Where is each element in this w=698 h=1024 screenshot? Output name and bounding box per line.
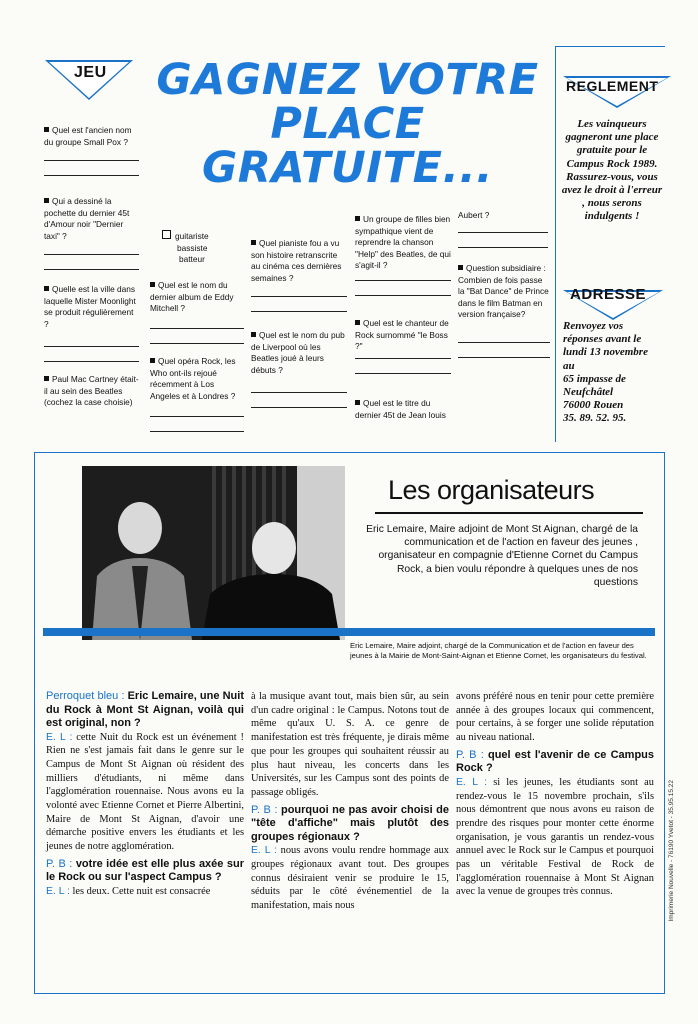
answer-2b: à la musique avant tout, mais bien sûr, au sein d'un cadre original : le Campus. Notons tout de même qu'aux U. S. A. ce genre de manifestation est très fréquente, je dirais même que pour les groupes qui souhaitent réussir au plus haut niveau, les concerts dans les Universités, sur les Campus sont des points de passage obligés.: [251, 691, 449, 798]
question-text: Eric Lemaire, une Nuit du Rock à Mont St Aignan, voilà qui est original, non ?: [46, 690, 244, 729]
headline-line-2: PLACE: [270, 99, 425, 149]
answer-text: nous avons voulu rendre hommage aux groupes régionaux avant tout. Des groupes connus désiraient venir se produire le 15, séduits par le côté événementiel de la manifestation, mais nous: [251, 845, 449, 911]
quiz-question-text: Paul Mac Cartney était-il au sein des Beatles (cochez la case choisie): [44, 374, 139, 407]
quiz-question-9: [355, 214, 451, 272]
question-label: Perroquet bleu :: [46, 690, 125, 702]
headline-line-3: GRATUITE...: [201, 143, 494, 193]
answer-lines-11[interactable]: [458, 218, 548, 248]
answer-lines-8[interactable]: [251, 378, 347, 408]
blue-bar: [43, 628, 655, 636]
question-label: P. B :: [251, 803, 278, 816]
adresse-line: 76000 Rouen: [563, 399, 624, 412]
quiz-question-text: Quel est le titre du dernier 45t de Jean louis: [355, 398, 446, 420]
answer-lines-12[interactable]: [458, 328, 550, 358]
adresse-line: Renvoyez vos: [563, 320, 624, 332]
answer-lines-5[interactable]: [150, 314, 244, 344]
photo-caption: Eric Lemaire, Maire adjoint, chargé de la Communication et de l'action en faveur des jeunes à la Mairie de Mont-Saint-Aignan et Etienne Cornet, les organisateurs du festival.: [350, 641, 647, 660]
quiz-options: [162, 230, 242, 266]
answer-4: [456, 776, 654, 899]
jeu-label: JEU: [74, 64, 107, 81]
quiz-question-6: [150, 356, 244, 402]
adresse-line: au: [563, 359, 575, 372]
answer-lines-9[interactable]: [355, 266, 451, 296]
quiz-question-text: Un groupe de filles bien sympathique vient de reprendre la chanson "Help" des Beatles, de qui s'agit-il ?: [355, 214, 451, 270]
quiz-question-text: Question subsidiaire : Combien de fois passe la "Bat Dance" de Prince dans le film Batman en version française?: [458, 263, 549, 319]
quiz-question-text: Qui a dessiné la pochette du dernier 45t d'Amour noir "Dernier taxi" ?: [44, 196, 130, 241]
quiz-question-11: [355, 398, 451, 421]
adresse-text: [563, 320, 663, 426]
adresse-line: Neufchâtel: [563, 386, 614, 399]
quiz-question-3: [44, 284, 139, 330]
quiz-question-text: Quel est le nom du pub de Liverpool où les Beatles joué à leurs débuts ?: [251, 330, 345, 375]
quiz-question-text: Quel est le nom du dernier album de Eddy Mitchell ?: [150, 280, 234, 313]
answer-1: [46, 731, 244, 854]
question-label: P. B :: [456, 748, 484, 761]
headline: [150, 55, 545, 193]
quiz-question-12: [458, 263, 550, 321]
question-text: pourquoi ne pas avoir choisi de "tête d'affiche" mais plutôt des groupes régionaux ?: [251, 803, 450, 843]
question-3: [251, 804, 449, 845]
quiz-question-text: Quel est le chanteur de Rock surnommé "le Boss ?": [355, 318, 449, 351]
answer-lines-1[interactable]: [44, 146, 139, 176]
title-underline: [375, 512, 643, 514]
adresse-line: réponses avant le: [563, 333, 642, 346]
imprint: Imprimerie Nouvelle - 76190 Yvetot - 35.95.15.22: [668, 780, 675, 922]
organizers-title: Les organisateurs: [388, 475, 595, 505]
photo-illustration: [82, 466, 345, 640]
quiz-question-text: Quel opéra Rock, les Who ont-ils rejoué récemment à Los Angeles et à Londres ?: [150, 356, 236, 401]
option-drummer: batteur: [179, 254, 205, 264]
question-label: P. B :: [46, 857, 73, 870]
question-4: [456, 749, 654, 776]
quiz-question-text: Quelle est la ville dans laquelle Mister Moonlight se produit régulièrement ?: [44, 284, 136, 329]
question-2: [46, 858, 244, 885]
quiz-question-5: [150, 280, 244, 315]
adresse-line: 35. 89. 52. 95.: [563, 412, 627, 425]
answer-label: E. L :: [456, 776, 488, 788]
answer-label: E. L :: [251, 845, 277, 857]
quiz-question-7: [251, 238, 347, 284]
answer-lines-2[interactable]: [44, 240, 139, 270]
adresse-line: lundi 13 novembre: [563, 346, 648, 359]
reglement-label: REGLEMENT: [566, 78, 659, 94]
interview-column-2: [251, 690, 449, 913]
adresse-line: 65 impasse de: [563, 372, 626, 385]
answer-text: les deux. Cette nuit est consacrée: [72, 885, 211, 897]
quiz-question-text: Quel pianiste fou a vu son histoire retranscrite au cinéma ces dernières semaines ?: [251, 238, 342, 283]
question-text: votre idée est elle plus axée sur le Rock ou sur l'aspect Campus ?: [46, 857, 245, 884]
right-column-top-rule: [555, 46, 665, 47]
answer-text: cette Nuit du Rock est un événement ! Rien ne s'est jamais fait dans le genre sur le Campus de Mont St Aignan où résident des milliers d'étudiants, ni même dans l'agglomération rouennaise. Nous avons eu la volonté avec Etienne Cornet et Pierre Albertini, Maire de Mont St Aignan, d'avoir une démarche positive envers les étudiants et les jeunes de notre agglomération.: [46, 731, 244, 853]
adresse-label: ADRESSE: [570, 286, 647, 303]
headline-line-1: GAGNEZ VOTRE: [156, 55, 539, 105]
option-guitarist: guitariste: [175, 231, 209, 241]
answer-lines-3[interactable]: [44, 332, 139, 362]
interview-column-1: [46, 690, 244, 899]
answer-label: E. L :: [46, 885, 70, 897]
quiz-question-8: [251, 330, 347, 376]
answer-3b: avons préféré nous en tenir pour cette première année à des groupes locaux qui commencent, pour certains, à se forger une solide réputation au niveau national.: [456, 691, 654, 744]
quiz-question-1: [44, 125, 139, 148]
answer-lines-10[interactable]: [355, 344, 451, 374]
quiz-question-4: [44, 374, 139, 409]
question-1: [46, 690, 244, 731]
quiz-question-text: Quel est l'ancien nom du groupe Small Pox ?: [44, 125, 132, 147]
organizers-photo: [82, 466, 345, 640]
answer-3a: [251, 844, 449, 913]
quiz-question-2: [44, 196, 139, 242]
intro-text: Eric Lemaire, Maire adjoint de Mont St Aignan, chargé de la communication et de l'action en faveur des jeunes , organisateur en compagnie d'Etienne Cornet du Campus Rock, a bien voulu répondre à quelques unes de nos questions: [366, 524, 638, 588]
answer-lines-6[interactable]: [150, 402, 244, 432]
interview-column-3: [456, 690, 654, 899]
answer-2a: [46, 885, 244, 899]
answer-lines-7[interactable]: [251, 282, 347, 312]
option-bassist: bassiste: [177, 242, 208, 253]
right-column-divider: [555, 46, 556, 442]
checkbox[interactable]: [162, 230, 171, 239]
reglement-text: Les vainqueurs gagneront une place gratuite pour le Campus Rock 1989. Rassurez-vous, vous avez le droit à l'erreur , nous serons indulgents !: [561, 118, 663, 223]
answer-label: E. L :: [46, 731, 73, 743]
answer-text: si les jeunes, les étudiants sont au rendez-vous le 15 novembre prochain, s'ils nous démontrent que nous avons eu raison de prendre des risques pour monter cette énorme organisation, je vous garantis un rendez-vous annuel avec le Rock sur le Campus et pourquoi pas un véritable Festival de Rock de l'agglomération rouennaise à Mont St Aignan avec la venue de groupes très connus.: [456, 776, 654, 898]
question-text: quel est l'avenir de ce Campus Rock ?: [456, 748, 655, 775]
quiz-question-11-continued: Aubert ?: [458, 210, 490, 220]
